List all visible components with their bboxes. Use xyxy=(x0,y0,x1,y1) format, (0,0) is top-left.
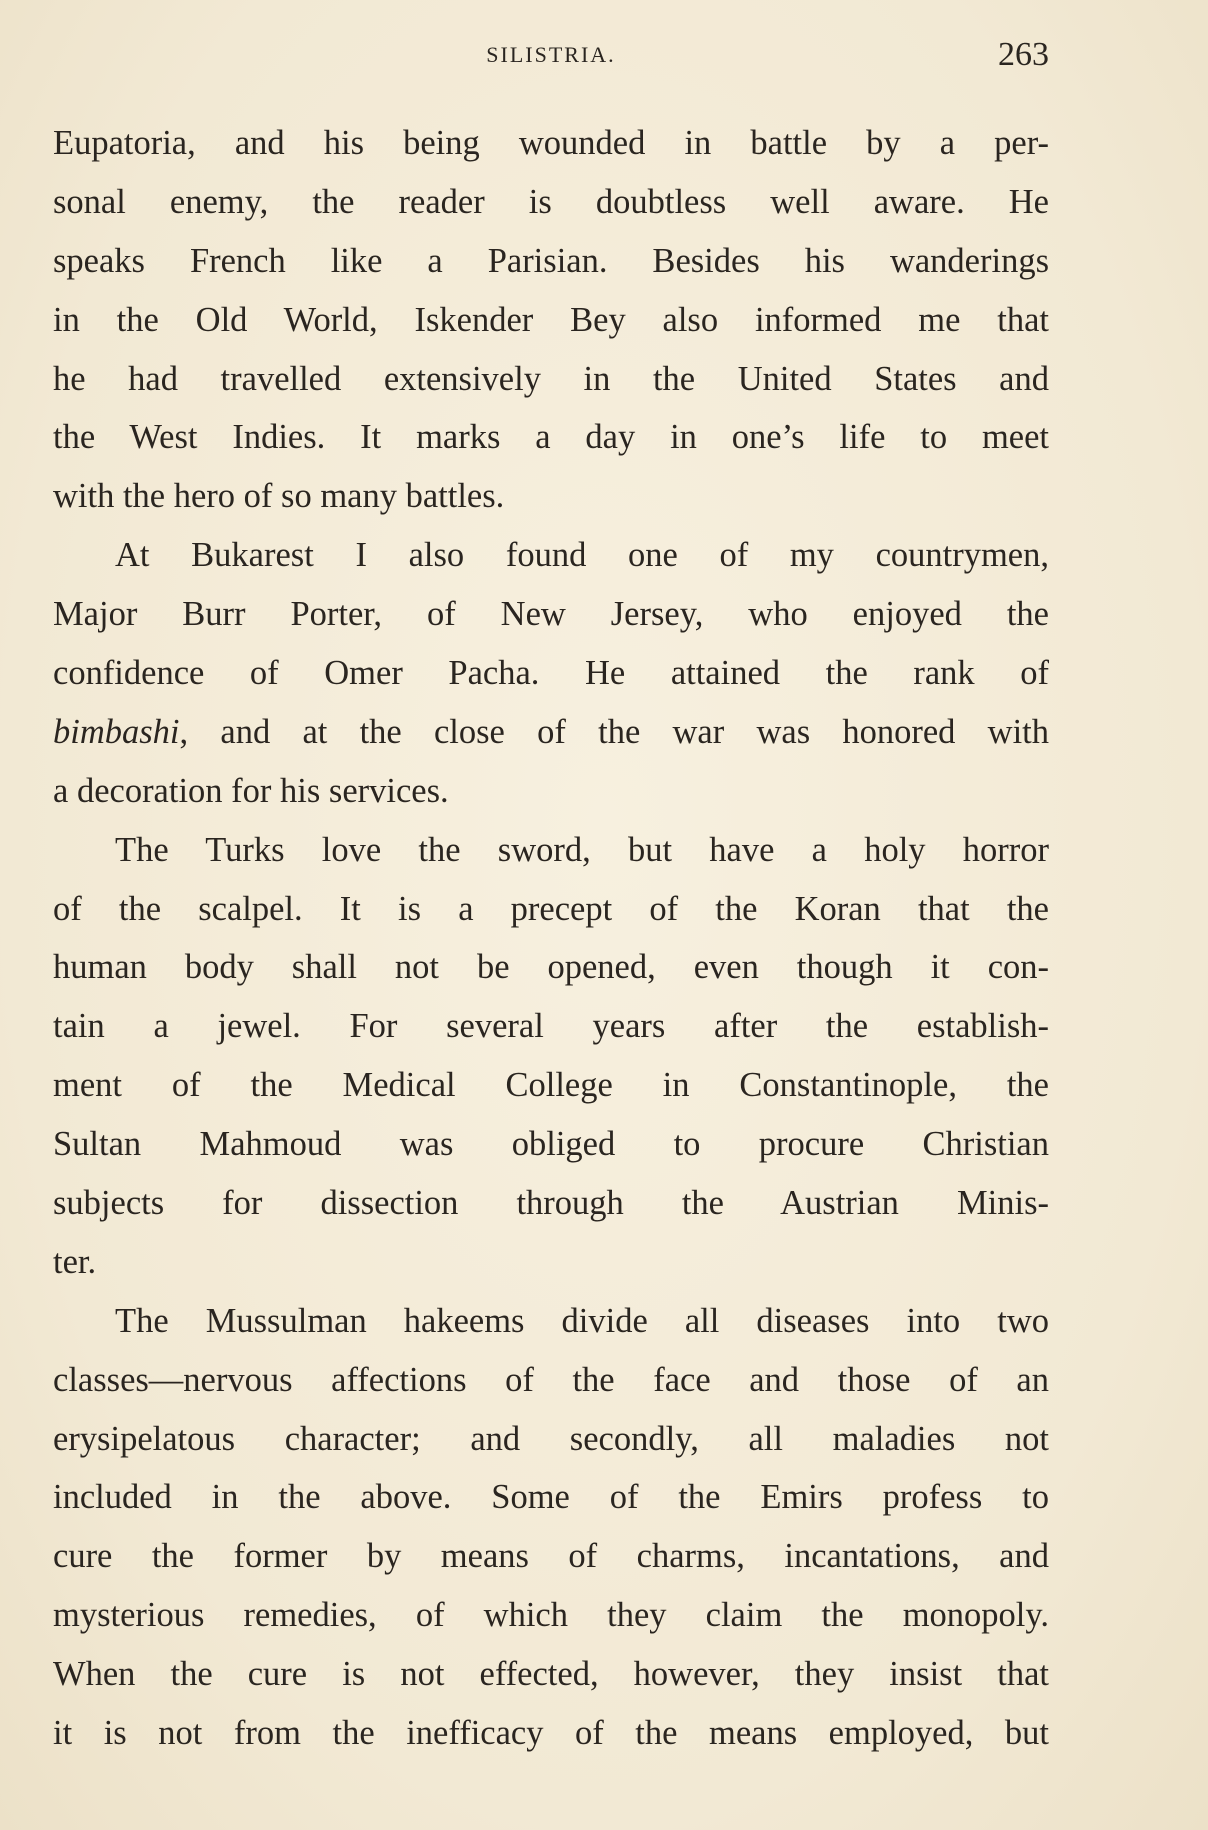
text-line-content: , and at the close of the war was honored with xyxy=(179,712,1049,751)
text-line xyxy=(53,467,1049,526)
text-line xyxy=(53,1174,1049,1233)
text-line-content: the West Indies. It marks a day in one’s life to meet xyxy=(53,418,1049,457)
body-text xyxy=(53,114,1049,1763)
running-head xyxy=(53,36,1049,76)
text-line-content: it is not from the inefficacy of the means employed, but xyxy=(53,1714,1049,1753)
text-line-content: with the hero of so many battles. xyxy=(53,477,505,516)
text-line xyxy=(53,1056,1049,1115)
text-line xyxy=(53,821,1049,880)
text-line-content: included in the above. Some of the Emirs profess to xyxy=(53,1478,1049,1517)
text-line-content: a decoration for his services. xyxy=(53,771,449,810)
text-line-content: subjects for dissection through the Austrian Minis- xyxy=(53,1184,1049,1223)
text-line-content: At Bukarest I also found one of my countrymen, xyxy=(115,536,1049,575)
text-line xyxy=(53,1410,1049,1469)
text-line-content: he had travelled extensively in the United States and xyxy=(53,359,1049,398)
text-line-content: erysipelatous character; and secondly, all maladies not xyxy=(53,1419,1049,1458)
text-line xyxy=(53,1645,1049,1704)
text-line xyxy=(53,114,1049,173)
text-line-content: mysterious remedies, of which they claim the monopoly. xyxy=(53,1596,1049,1635)
text-line-content: Major Burr Porter, of New Jersey, who enjoyed the xyxy=(53,595,1049,634)
text-line-content: of the scalpel. It is a precept of the Koran that the xyxy=(53,889,1049,928)
text-line xyxy=(53,408,1049,467)
text-line-content: Eupatoria, and his being wounded in battle by a per- xyxy=(53,124,1049,162)
text-line xyxy=(53,232,1049,291)
text-line xyxy=(53,526,1049,585)
text-line xyxy=(53,291,1049,350)
text-line xyxy=(53,1527,1049,1586)
text-line-content: Sultan Mahmoud was obliged to procure Christian xyxy=(53,1125,1049,1164)
text-line xyxy=(53,644,1049,703)
text-line-content: tain a jewel. For several years after the establish- xyxy=(53,1007,1049,1046)
text-line xyxy=(53,703,1049,762)
italic-term: bimbashi xyxy=(53,712,180,751)
text-line xyxy=(53,585,1049,644)
text-line-content: cure the former by means of charms, incantations, and xyxy=(53,1537,1049,1576)
page-number: 263 xyxy=(998,36,1049,73)
text-line-content: When the cure is not effected, however, they insist that xyxy=(53,1655,1049,1694)
text-line xyxy=(53,1115,1049,1174)
text-line xyxy=(53,350,1049,409)
text-line xyxy=(53,997,1049,1056)
text-line xyxy=(53,1468,1049,1527)
text-line xyxy=(53,762,1049,821)
text-line-content: classes—nervous affections of the face and those of an xyxy=(53,1360,1049,1399)
text-line xyxy=(53,938,1049,997)
text-line xyxy=(53,1586,1049,1645)
text-line-content: human body shall not be opened, even though it con- xyxy=(53,948,1049,987)
text-line xyxy=(53,1292,1049,1351)
text-line-content: ter. xyxy=(53,1242,97,1281)
text-line xyxy=(53,1233,1049,1292)
text-line xyxy=(53,1351,1049,1410)
text-line-content: speaks French like a Parisian. Besides his wanderings xyxy=(53,241,1049,280)
text-line-content: The Mussulman hakeems divide all diseases into two xyxy=(115,1301,1049,1340)
text-line xyxy=(53,173,1049,232)
text-line xyxy=(53,1704,1049,1763)
text-line-content: confidence of Omer Pacha. He attained the rank of xyxy=(53,654,1049,693)
text-line-content: ment of the Medical College in Constantinople, the xyxy=(53,1066,1049,1105)
text-line xyxy=(53,880,1049,939)
text-line-content: sonal enemy, the reader is doubtless well aware. He xyxy=(53,182,1049,221)
text-line-content: The Turks love the sword, but have a holy horror xyxy=(115,830,1049,869)
text-line-content: in the Old World, Iskender Bey also informed me that xyxy=(53,300,1049,339)
running-head-title: SILISTRIA. xyxy=(486,42,616,67)
